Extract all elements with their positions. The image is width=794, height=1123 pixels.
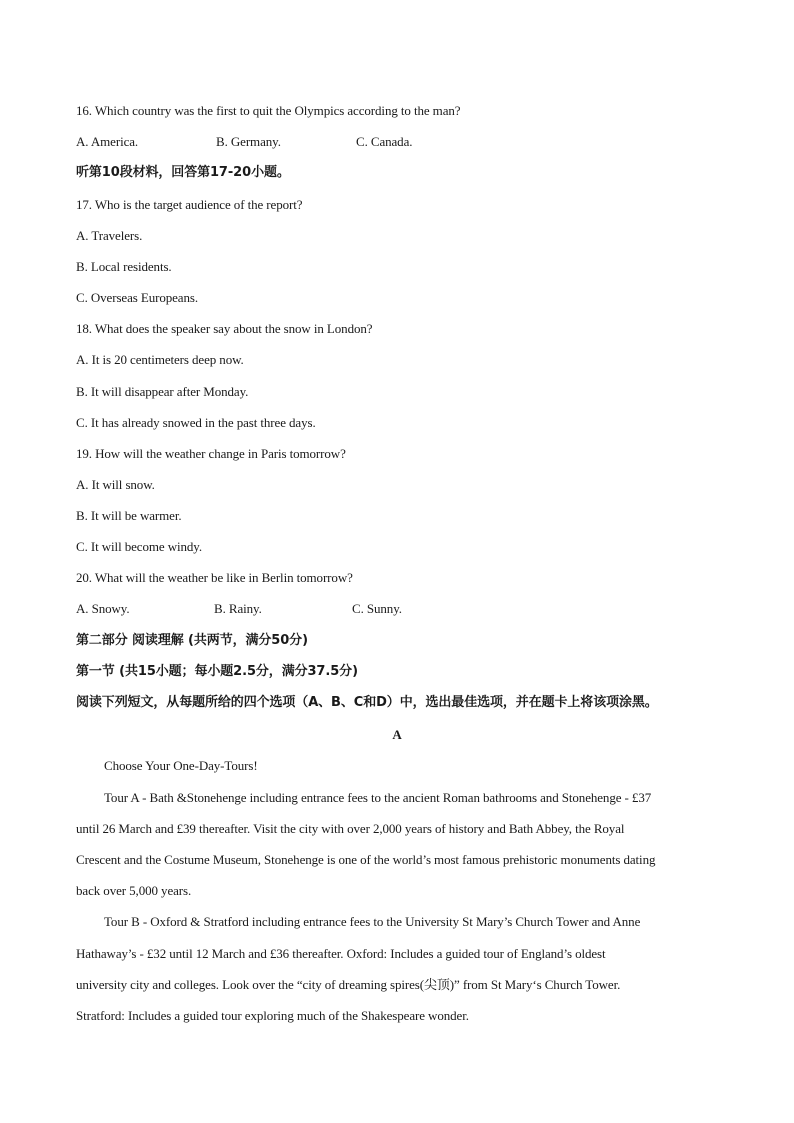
instructions: 阅读下列短文，从每题所给的四个选项（A、B、C和D）中，选出最佳选项，并在题卡上将该项涂黑。	[76, 695, 658, 710]
question-19: 19. How will the weather change in Paris tomorrow?	[76, 446, 346, 461]
tour-b-line: Stratford: Includes a guided tour exploring much of the Shakespeare wonder.	[76, 1008, 469, 1023]
question-20: 20. What will the weather be like in Berlin tomorrow?	[76, 570, 353, 585]
tour-b-line: university city and colleges. Look over the “city of dreaming spires(尖顶)” from St Mary‘s Church Tower.	[76, 977, 621, 992]
option-c: C. Canada.	[356, 134, 413, 149]
passage-title: Choose Your One-Day-Tours!	[104, 758, 258, 773]
option-a: A. It will snow.	[76, 477, 155, 492]
option-b: B. Germany.	[216, 134, 281, 149]
option-b: B. Rainy.	[214, 601, 262, 616]
option-a: A. Travelers.	[76, 228, 143, 243]
tour-a-line: until 26 March and £39 thereafter. Visit the city with over 2,000 years of history and Bath Abbey, the Royal	[76, 821, 625, 836]
option-b: B. It will be warmer.	[76, 508, 182, 523]
question-18: 18. What does the speaker say about the snow in London?	[76, 321, 373, 336]
tour-a-line: Tour A - Bath &Stonehenge including entrance fees to the ancient Roman bathrooms and Stonehenge - £37	[104, 790, 652, 805]
tour-b-line: Hathaway’s - £32 until 12 March and £36 thereafter. Oxford: Includes a guided tour of England’s oldest	[76, 946, 606, 961]
option-b: B. It will disappear after Monday.	[76, 384, 249, 399]
question-16: 16. Which country was the first to quit the Olympics according to the man?	[76, 103, 461, 118]
section-1-heading: 第一节 (共15小题；每小题2.5分，满分37.5分)	[76, 664, 358, 679]
option-a: A. America.	[76, 134, 139, 149]
question-17: 17. Who is the target audience of the report?	[76, 197, 303, 212]
option-c: C. Overseas Europeans.	[76, 290, 198, 305]
option-a: A. It is 20 centimeters deep now.	[76, 352, 244, 367]
tour-a-line: back over 5,000 years.	[76, 883, 192, 898]
option-c: C. It has already snowed in the past three days.	[76, 415, 316, 430]
option-c: C. Sunny.	[352, 601, 402, 616]
option-a: A. Snowy.	[76, 601, 130, 616]
section-10-heading: 听第10段材料，回答第17-20小题。	[76, 165, 290, 180]
tour-a-line: Crescent and the Costume Museum, Stonehenge is one of the world’s most famous prehistoric monuments dating	[76, 852, 656, 867]
passage-label: A	[392, 727, 402, 742]
tour-b-line: Tour B - Oxford & Stratford including entrance fees to the University St Mary’s Church Tower and Anne	[104, 914, 641, 929]
option-c: C. It will become windy.	[76, 539, 203, 554]
option-b: B. Local residents.	[76, 259, 172, 274]
part-2-heading: 第二部分 阅读理解 (共两节，满分50分)	[76, 633, 308, 648]
